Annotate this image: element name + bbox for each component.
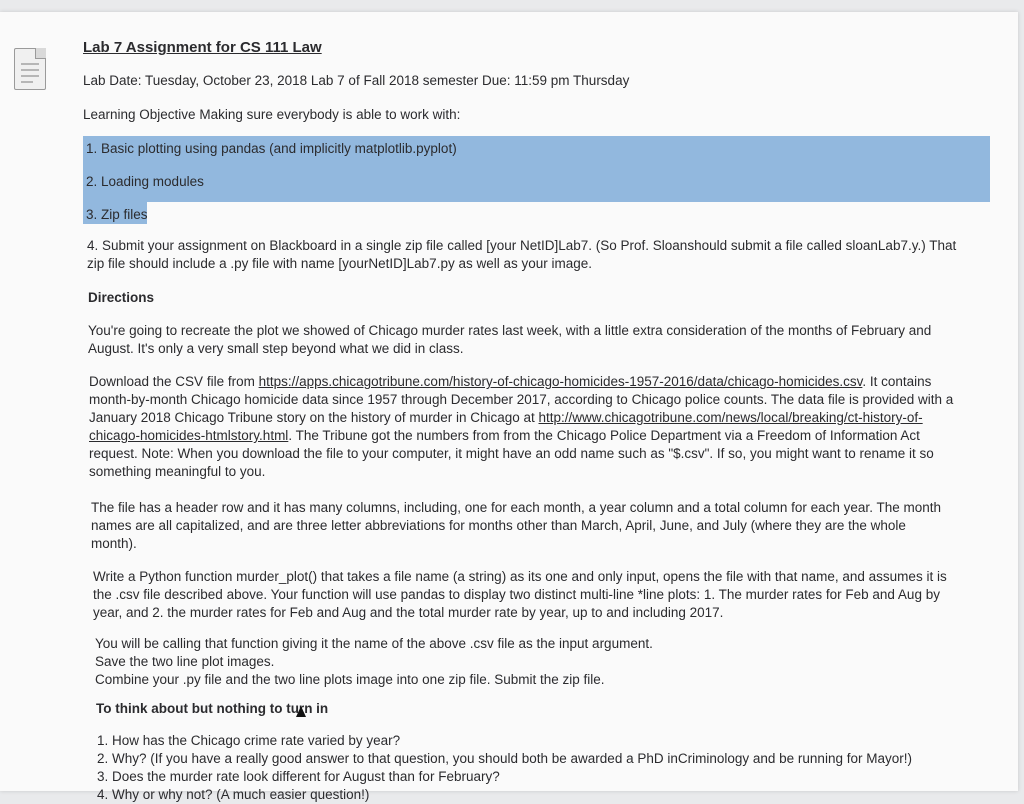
objective-item-4 xyxy=(87,237,956,273)
document-icon xyxy=(14,48,46,90)
download-text: January 2018 Chicago Tribune story on the history of murder in Chicago at xyxy=(89,410,539,425)
write-function-paragraph xyxy=(93,568,947,622)
directions-line: You're going to recreate the plot we showed of Chicago murder rates last week, with a little extra consideration of the months of February and xyxy=(88,323,932,338)
csv-download-link[interactable]: https://apps.chicagotribune.com/history-of-chicago-homicides-1957-2016/data/chicago-homicides.csv xyxy=(258,374,863,389)
download-text: . It contains xyxy=(862,374,932,389)
question-item: 3. Does the murder rate look different for August than for February? xyxy=(97,769,500,784)
learning-objective: Learning Objective Making sure everybody is able to work with: xyxy=(83,107,461,122)
submission-line: Save the two line plot images. xyxy=(95,654,275,669)
directions-heading: Directions xyxy=(88,290,155,305)
question-item: 2. Why? (If you have a really good answer to that question, you should both be awarded a PhD inCriminology and be running for Mayor!) xyxy=(97,751,912,766)
item4-line: 4. Submit your assignment on Blackboard in a single zip file called [your NetID]Lab7. (So Prof. Sloanshould submit a file called sloanLab7.y.) That xyxy=(87,238,957,253)
objective-item-3: 3. Zip files xyxy=(86,207,148,222)
item4-line: zip file should include a .py file with name [yourNetID]Lab7.py as well as your image. xyxy=(87,256,593,271)
questions-list xyxy=(97,732,912,804)
write-function-line: year, and 2. the murder rates for Feb and Aug and the total murder rate by year, up to and including 2017. xyxy=(93,605,724,620)
question-item: 4. Why or why not? (A much easier question!) xyxy=(97,787,370,802)
submission-steps xyxy=(95,635,653,689)
directions-line: August. It's only a very small step beyond what we did in class. xyxy=(88,341,464,356)
download-text: something meaningful to you. xyxy=(89,464,266,479)
question-item: 1. How has the Chicago crime rate varied by year? xyxy=(97,733,401,748)
file-header-line: names are all capitalized, and are three letter abbreviations for months other than March, April, June, and July (where they are the whole xyxy=(91,518,906,533)
download-text: request. Note: When you download the file to your computer, it might have an odd name such as "$.csv". If so, you might want to rename it so xyxy=(89,446,934,461)
write-function-line: the .csv file described above. Your function will use pandas to display two distinct multi-line *line plots: 1. The murder rates for Feb and Aug by xyxy=(93,587,940,602)
download-paragraph xyxy=(89,373,953,481)
objective-item-2: 2. Loading modules xyxy=(86,174,204,189)
submission-line: Combine your .py file and the two line plots image into one zip file. Submit the zip file. xyxy=(95,672,605,687)
file-header-line: month). xyxy=(91,536,137,551)
assignment-title[interactable]: Lab 7 Assignment for CS 111 Law xyxy=(83,39,322,56)
download-text: Download the CSV file from xyxy=(89,374,259,389)
download-text: . The Tribune got the numbers from from the Chicago Police Department via a Freedom of Information Act xyxy=(288,428,920,443)
write-function-line: Write a Python function murder_plot() that takes a file name (a string) as its one and only input, opens the file with that name, and assumes it is xyxy=(93,569,947,584)
download-text: month-by-month Chicago homicide data since 1957 through December 2017, according to Chicago police counts. The data file is provided with a xyxy=(89,392,954,407)
submission-line: You will be calling that function giving it the name of the above .csv file as the input argument. xyxy=(95,636,653,651)
tribune-story-link[interactable]: http://www.chicagotribune.com/news/local/breaking/ct-history-of- xyxy=(538,410,923,425)
tribune-story-link-cont[interactable]: chicago-homicides-htmlstory.html xyxy=(89,428,289,443)
objective-item-1: 1. Basic plotting using pandas (and implicitly matplotlib.pyplot) xyxy=(86,141,457,156)
document-page xyxy=(0,12,1018,802)
file-header-line: The file has a header row and it has many columns, including, one for each month, a year column and a total column for each year. The month xyxy=(91,500,941,515)
lab-date-line: Lab Date: Tuesday, October 23, 2018 Lab 7 of Fall 2018 semester Due: 11:59 pm Thursday xyxy=(83,73,630,88)
mouse-cursor-icon xyxy=(296,706,306,717)
directions-paragraph xyxy=(88,322,931,358)
think-about-heading: To think about but nothing to turn in xyxy=(96,701,329,716)
file-header-paragraph xyxy=(91,499,941,553)
